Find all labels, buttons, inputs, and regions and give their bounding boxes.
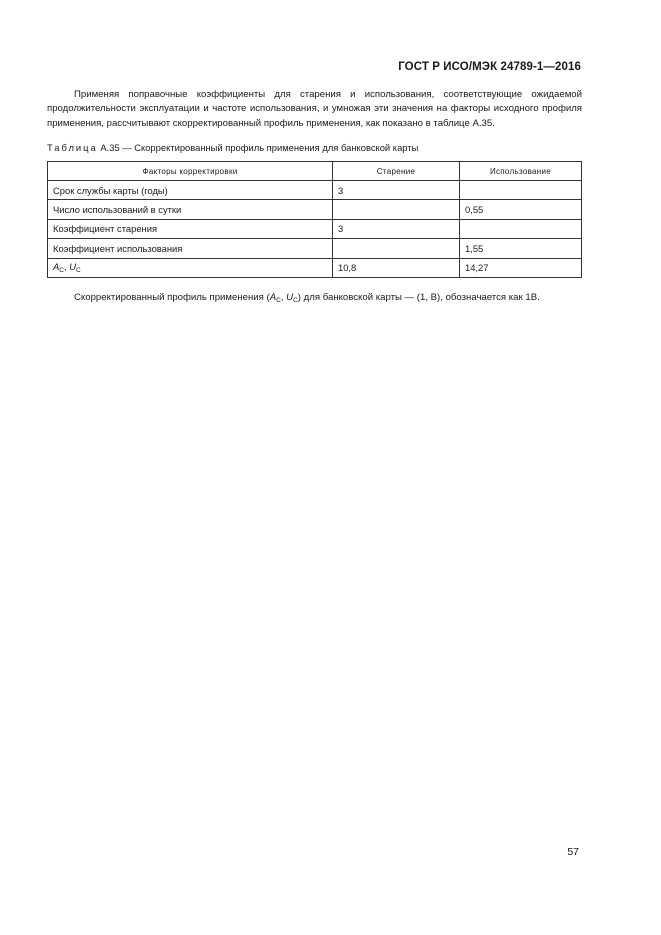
u-subscript: C [75, 267, 81, 275]
usage-cell: 0,55 [460, 200, 582, 219]
table-row [48, 239, 582, 258]
u-symbol: U [69, 261, 76, 273]
a-symbol: A [269, 292, 277, 303]
table-row [48, 181, 582, 200]
a-subscript: C [59, 267, 64, 275]
document-header: ГОСТ Р ИСО/МЭК 24789-1—2016 [398, 61, 581, 73]
intro-paragraph: Применяя поправочные коэффициенты для старения и использования, соответствующие ожидаемой продолжительности эксплуатации и частоте использования, и умножая эти значения на факторы исходного профиля применения, рассчитывают скорректированный профиль применения, как показано в таблице А.35. [47, 89, 582, 129]
row-label: Число использований в сутки [48, 200, 333, 219]
row-label: Коэффициент использования [48, 239, 333, 258]
u-symbol: U [286, 292, 294, 303]
header-factors: Факторы корректировки [48, 162, 333, 181]
correction-table [47, 161, 582, 278]
conclusion-text-before: Скорректированный профиль применения ( [74, 292, 270, 303]
header-usage: Использование [460, 162, 582, 181]
aging-result-cell: 10,8 [333, 258, 460, 277]
header-aging: Старение [333, 162, 460, 181]
symbol-separator: , [63, 261, 70, 273]
page-number: 57 [567, 846, 579, 858]
usage-cell [460, 219, 582, 238]
a-symbol: A [53, 261, 60, 273]
table-caption-text: А.35 — Скорректированный профиль применения для банковской карты [100, 142, 419, 153]
aging-cell: 3 [333, 219, 460, 238]
aging-cell [333, 200, 460, 219]
aging-cell: 3 [333, 181, 460, 200]
table-header-row [48, 162, 582, 181]
aging-cell [333, 239, 460, 258]
usage-result-cell: 14,27 [460, 258, 582, 277]
result-label [48, 258, 333, 277]
row-label: Срок службы карты (годы) [48, 181, 333, 200]
table-row-result [48, 258, 582, 277]
conclusion-text-after: ) для банковской карты — (1, B), обозначается как 1B. [297, 292, 540, 303]
table-caption-prefix: Таблица [47, 142, 98, 153]
usage-cell: 1,55 [460, 239, 582, 258]
u-subscript: C [293, 297, 298, 304]
a-subscript: C [276, 297, 281, 304]
conclusion-paragraph [47, 292, 582, 304]
table-caption [47, 142, 418, 153]
table-row [48, 200, 582, 219]
usage-cell [460, 181, 582, 200]
symbol-separator: , [280, 292, 287, 303]
row-label: Коэффициент старения [48, 219, 333, 238]
table-row [48, 219, 582, 238]
